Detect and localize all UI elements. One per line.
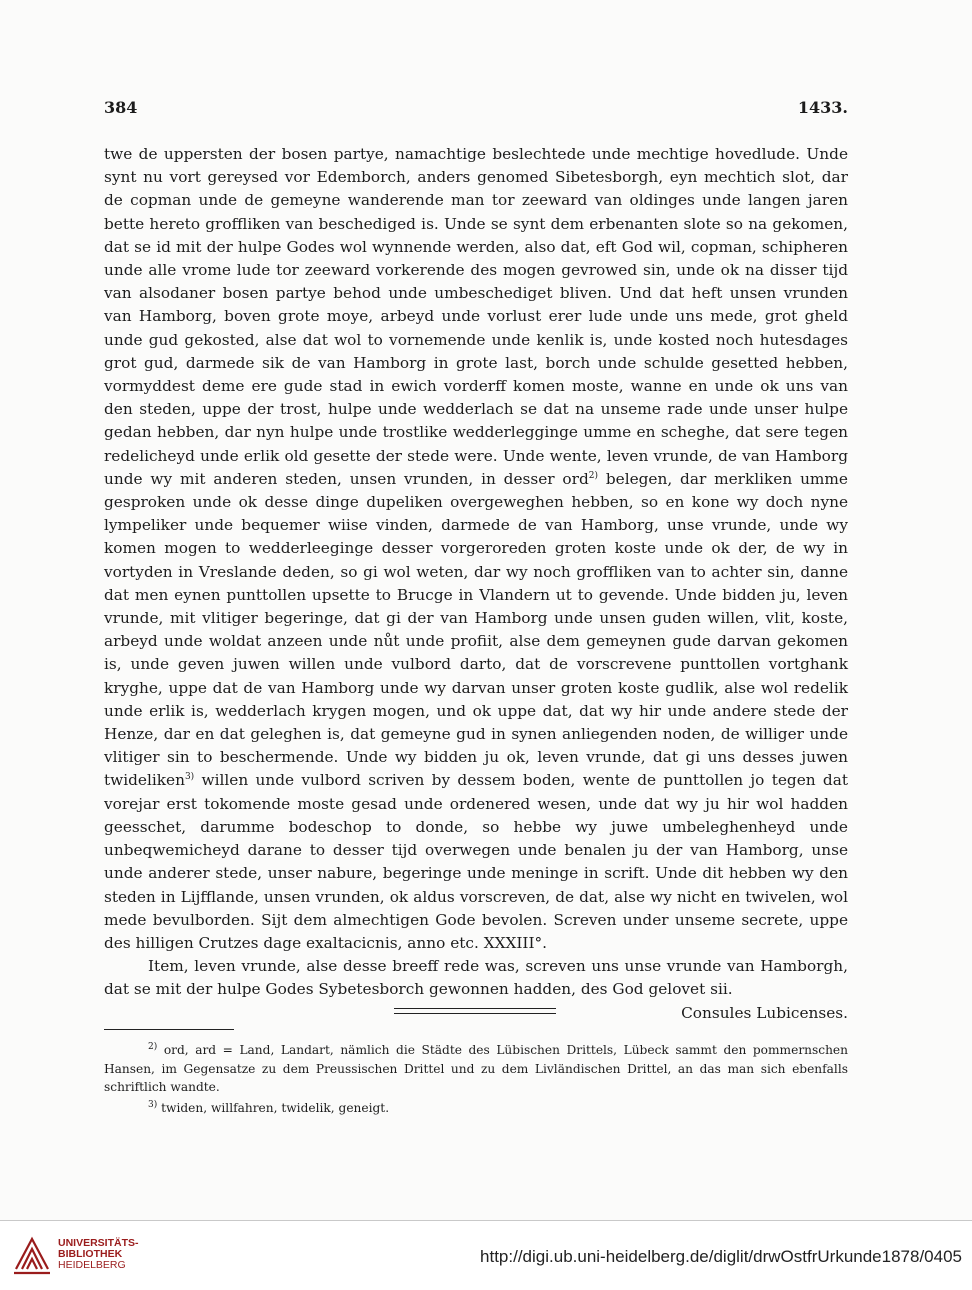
footnote-mark: 2) <box>148 1041 158 1052</box>
main-paragraph <box>104 143 848 955</box>
page-number: 384 <box>104 98 138 117</box>
section-divider <box>394 1008 556 1014</box>
footnote-text: ord, ard = Land, Landart, nämlich die Städte des Lübischen Drittels, Lübeck sammt den pommernschen Hansen, im Gegensatze zu dem Preussischen Drittel und zu dem Livländischen Drittel, an das man sich ebenfalls schriftlich wandte. <box>104 1043 848 1094</box>
footnote-rule <box>104 1029 234 1030</box>
page-year: 1433. <box>797 98 848 117</box>
document-body <box>104 143 848 1025</box>
footnote-ref: 3) <box>184 772 195 783</box>
footnote <box>104 1041 848 1097</box>
logo-line: BIBLIOTHEK <box>58 1248 123 1260</box>
library-logo-icon <box>10 1233 54 1277</box>
logo-line: UNIVERSITÄTS- <box>58 1237 139 1249</box>
second-paragraph: Item, leven vrunde, alse desse breeff rede was, screven uns unse vrunde van Hamborgh, dat se mit der hulpe Godes Sybetesborch gewonnen hadden, des God gelovet sii. <box>104 957 848 999</box>
permalink-url[interactable]: http://digi.ub.uni-heidelberg.de/diglit/drwOstfrUrkunde1878/0405 <box>480 1247 962 1266</box>
paragraph-text: belegen, dar merkliken umme gesproken unde ok desse dinge dupeliken overgeweghen hebben, so en kone wy doch nyne lympeliker unde bequemer wiise vinden, darmede de van Hamborg, unse vrunde, unde wy komen mogen to wedderleeginge desser vorgeroreden groten koste unde ok der, de wy in vortyden in Vreslande deden, so gi wol weten, dar wy noch groffliken van to achter sin, danne dat men eynen punttollen upsette to Brucge in Vlandern ut to gevende. Unde bidden ju, leven vrunde, mit vlitiger begeringe, dat gi der van Hamborg unde unsen guden willen, vlit, koste, arbeyd unde woldat anzeen unde nůt unde profiit, alse dem gemeynen gude darvan gekomen is, unde geven juwen willen unde vulbord darto, dat de vorscrevene punttollen vortghank kryghe, uppe dat de van Hamborg unde wy darvan unser groten koste gudlik, alse wol redelik unde erlik is, wedderlach krygen mogen, und ok uppe dat, dat wy hir unde andere stede der Henze, dar en dat geleghen is, dat gemeyne gud in synen anliegenden noden, de williger unde vlitiger sin to beschermende. Unde wy bidden ju ok, leven vrunde, dat gi uns desses juwen twideliken <box>104 469 848 790</box>
library-logo-text[interactable] <box>58 1238 139 1271</box>
paragraph-text: willen unde vulbord scriven by dessem boden, wente de punttollen jo tegen dat vorejar erst tokomende moste gesad unde ordenered wesen, unde dat wy ju hir wol hadden geesschet, darumme bodeschop to donde, so hebbe wy juwe umbeleghenheyd unde unbeqwemicheyd darane to desser tijd overwegen unde benalen ju der van Hamborg, unse unde anderer stede, unser nabure, begeringe unde meninge in scrift. Unde dit hebben wy den steden in Lijfflande, unsen vrunden, ok aldus vorscreven, de dat, alse wy nicht en twivelen, wol mede bevulborden. Sijt dem almechtigen Gode bevolen. Screven under unseme secrete, uppe des hilligen Crutzes dage exaltacicnis, anno etc. XXXIII°. <box>104 771 848 952</box>
footnote-text: twiden, willfahren, twidelik, geneigt. <box>157 1100 390 1115</box>
footnote-ref: 2) <box>588 470 598 481</box>
paragraph-text: twe de uppersten der bosen partye, namachtige beslechtede unde mechtige hovedlude. Unde synt nu vort gereysed vor Edemborch, anders genomed Sibetesborgh, eyn mechtich slot, dar de copman unde de gemeyne wanderende man tor zeeward van oldinges unde langen jaren bette hereto groffliken van beschediged is. Unde se synt dem erbenanten slote so na gekomen, dat se id mit der hulpe Godes wol wynnende werden, also dat, eft God wil, copman, schipheren unde alle vrome lude tor zeeward vorkerende des mogen gevrowed sin, unde ok na disser tijd van alsodaner bosen partye behod unde umbeschediget bliven. Und dat heft unsen vrunden van Hamborg, boven grote moye, arbeyd unde vorlust erer lude unde uns mede, grot gheld unde gud gekosted, alse dat wol to vornemende unde kenlik is, unde kosted noch hutesdages grot gud, darmede sik de van Hamborg in grote last, borch unde schulde gesetted hebben, vormyddest deme ere gude stad in ewich vorderff komen moste, wanne en unde ok uns van den steden, uppe der trost, hulpe unde wedderlach se dat na unseme rade unde unser hulpe gedan hebben, dar nyn hulpe unde trostlike wedderlegginge umme en scheghe, dat sere tegen redelicheyd unde erlik old gesette der stede were. Unde wente, leven vrunde, de van Hamborg unde wy mit anderen steden, unsen vrunden, in desser ord <box>104 145 848 488</box>
logo-line: HEIDELBERG <box>58 1259 126 1271</box>
footnotes <box>104 1041 848 1119</box>
viewer-footer <box>0 1220 972 1290</box>
signature: Consules Lubicenses. <box>681 1003 848 1022</box>
footnote <box>104 1099 848 1118</box>
footnote-mark: 3) <box>148 1099 158 1110</box>
